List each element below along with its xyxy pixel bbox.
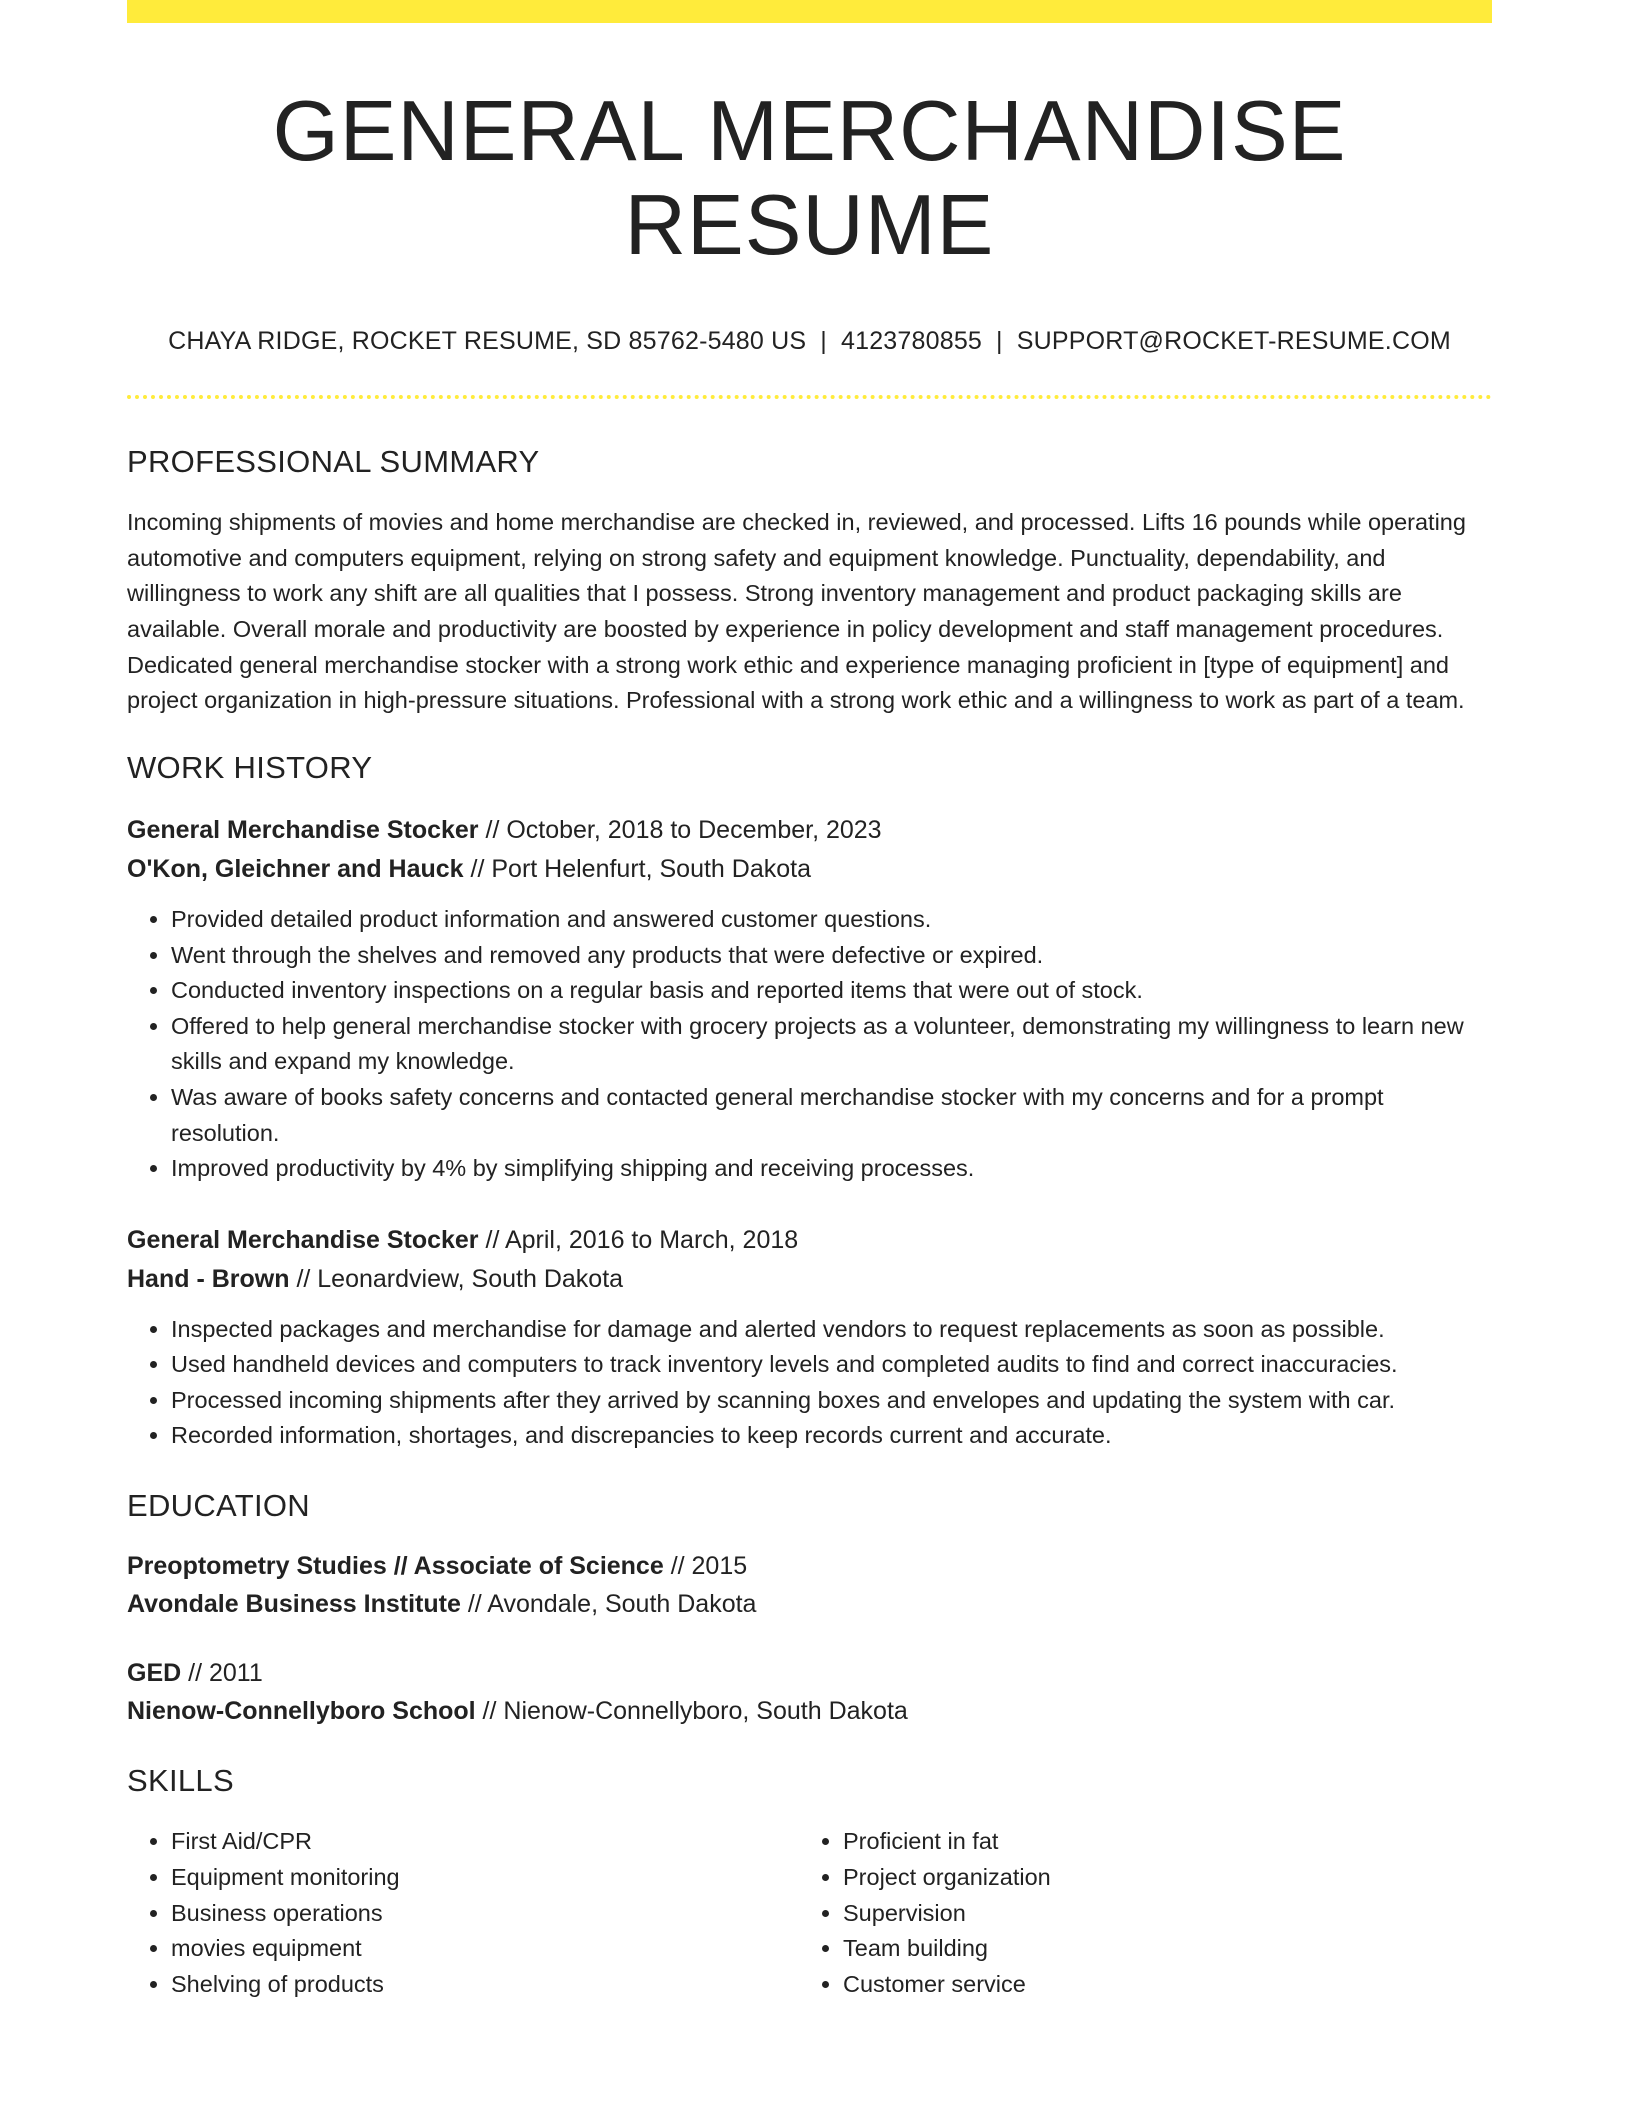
list-item: • Inspected packages and merchandise for damage and alerted vendors to request replacements as soon as possible.: [171, 1312, 1492, 1348]
skill-item: • Proficient in fat: [843, 1824, 1471, 1860]
list-item: • Conducted inventory inspections on a regular basis and reported items that were out of stock.: [171, 973, 1492, 1009]
job-location: // Port Helenfurt, South Dakota: [463, 855, 811, 884]
education-location: // Avondale, South Dakota: [460, 1589, 757, 1618]
job-title: General Merchandise Stocker: [127, 815, 479, 844]
job-company-line: [127, 850, 1492, 890]
skill-item: • Supervision: [843, 1896, 1471, 1932]
education-heading: EDUCATION: [127, 1488, 310, 1524]
skills-list-left: [127, 1824, 799, 2002]
job-location: // Leonardview, South Dakota: [289, 1265, 624, 1294]
job-entry: [127, 811, 1492, 1187]
job-entry: [127, 1221, 1492, 1454]
resume-title: GENERAL MERCHANDISE RESUME: [272, 84, 1347, 273]
list-item: • Processed incoming shipments after they arrived by scanning boxes and envelopes and updating the system with car.: [171, 1383, 1492, 1419]
contact-email: SUPPORT@ROCKET-RESUME.COM: [1016, 327, 1451, 355]
skills-columns: [127, 1824, 1492, 2002]
contact-separator: |: [820, 327, 827, 355]
education-degree-line: [127, 1655, 1492, 1693]
job-title: General Merchandise Stocker: [127, 1225, 479, 1254]
skills-list-right: [799, 1824, 1471, 2002]
job-company-line: [127, 1260, 1492, 1300]
education-school-line: [127, 1693, 1492, 1731]
dotted-divider: [127, 395, 1492, 399]
summary-text: Incoming shipments of movies and home merchandise are checked in, reviewed, and processed. Lifts 16 pounds while operating automotive and computers equipment, relying on strong safety and equipment knowledge. Punctuality, dependability, and willingness to work any shift are all qualities that I possess. Strong inventory management and product packaging skills are available. Overall morale and productivity are boosted by experience in policy development and staff management procedures. Dedicated general merchandise stocker with a strong work ethic and experience managing proficient in [type of equipment] and project organization in high-pressure situations. Professional with a strong work ethic and a willingness to work as part of a team.: [127, 509, 1466, 714]
job-dates: // October, 2018 to December, 2023: [478, 815, 882, 844]
education-degree-line: [127, 1548, 1492, 1586]
skill-item: • Shelving of products: [171, 1967, 799, 2003]
job-company: O'Kon, Gleichner and Hauck: [127, 855, 464, 884]
job-bullets: [127, 902, 1492, 1187]
resume-page: [127, 0, 1492, 2002]
list-item: • Offered to help general merchandise stocker with grocery projects as a volunteer, demonstrating my willingness to learn new skills and expand my knowledge.: [171, 1009, 1492, 1080]
list-item: • Improved productivity by 4% by simplifying shipping and receiving processes.: [171, 1151, 1492, 1187]
skills-heading: SKILLS: [127, 1763, 234, 1799]
education-school: Nienow-Connellyboro School: [127, 1696, 476, 1725]
education-entry: [127, 1548, 1492, 1623]
contact-line: [127, 326, 1492, 356]
job-bullets: [127, 1312, 1492, 1454]
job-company: Hand - Brown: [127, 1265, 290, 1294]
contact-phone: 4123780855: [841, 327, 983, 355]
skill-item: • Equipment monitoring: [171, 1860, 799, 1896]
education-degree: Preoptometry Studies // Associate of Science: [127, 1552, 664, 1581]
list-item: • Was aware of books safety concerns and contacted general merchandise stocker with my concerns and for a prompt resolution.: [171, 1080, 1492, 1151]
job-title-line: [127, 811, 1492, 851]
job-dates: // April, 2016 to March, 2018: [478, 1225, 799, 1254]
skill-item: • Customer service: [843, 1967, 1471, 2003]
education-year: // 2015: [663, 1552, 748, 1581]
contact-separator: |: [996, 327, 1003, 355]
skill-item: • First Aid/CPR: [171, 1824, 799, 1860]
skill-item: • movies equipment: [171, 1931, 799, 1967]
list-item: • Went through the shelves and removed any products that were defective or expired.: [171, 938, 1492, 974]
skill-item: • Team building: [843, 1931, 1471, 1967]
skill-item: • Business operations: [171, 1896, 799, 1932]
education-entry: [127, 1655, 1492, 1730]
accent-bar: [127, 0, 1492, 23]
education-school: Avondale Business Institute: [127, 1589, 461, 1618]
job-title-line: [127, 1221, 1492, 1261]
education-school-line: [127, 1586, 1492, 1624]
education-degree: GED: [127, 1659, 182, 1688]
summary-heading: PROFESSIONAL SUMMARY: [127, 444, 540, 479]
list-item: • Provided detailed product information and answered customer questions.: [171, 902, 1492, 938]
education-year: // 2011: [181, 1659, 263, 1688]
skill-item: • Project organization: [843, 1860, 1471, 1896]
education-location: // Nienow-Connellyboro, South Dakota: [475, 1696, 908, 1725]
work-history-heading: WORK HISTORY: [127, 749, 373, 785]
list-item: • Used handheld devices and computers to track inventory levels and completed audits to find and correct inaccuracies.: [171, 1347, 1492, 1383]
contact-address: CHAYA RIDGE, ROCKET RESUME, SD 85762-5480 US: [168, 327, 807, 355]
list-item: • Recorded information, shortages, and discrepancies to keep records current and accurate.: [171, 1418, 1492, 1454]
